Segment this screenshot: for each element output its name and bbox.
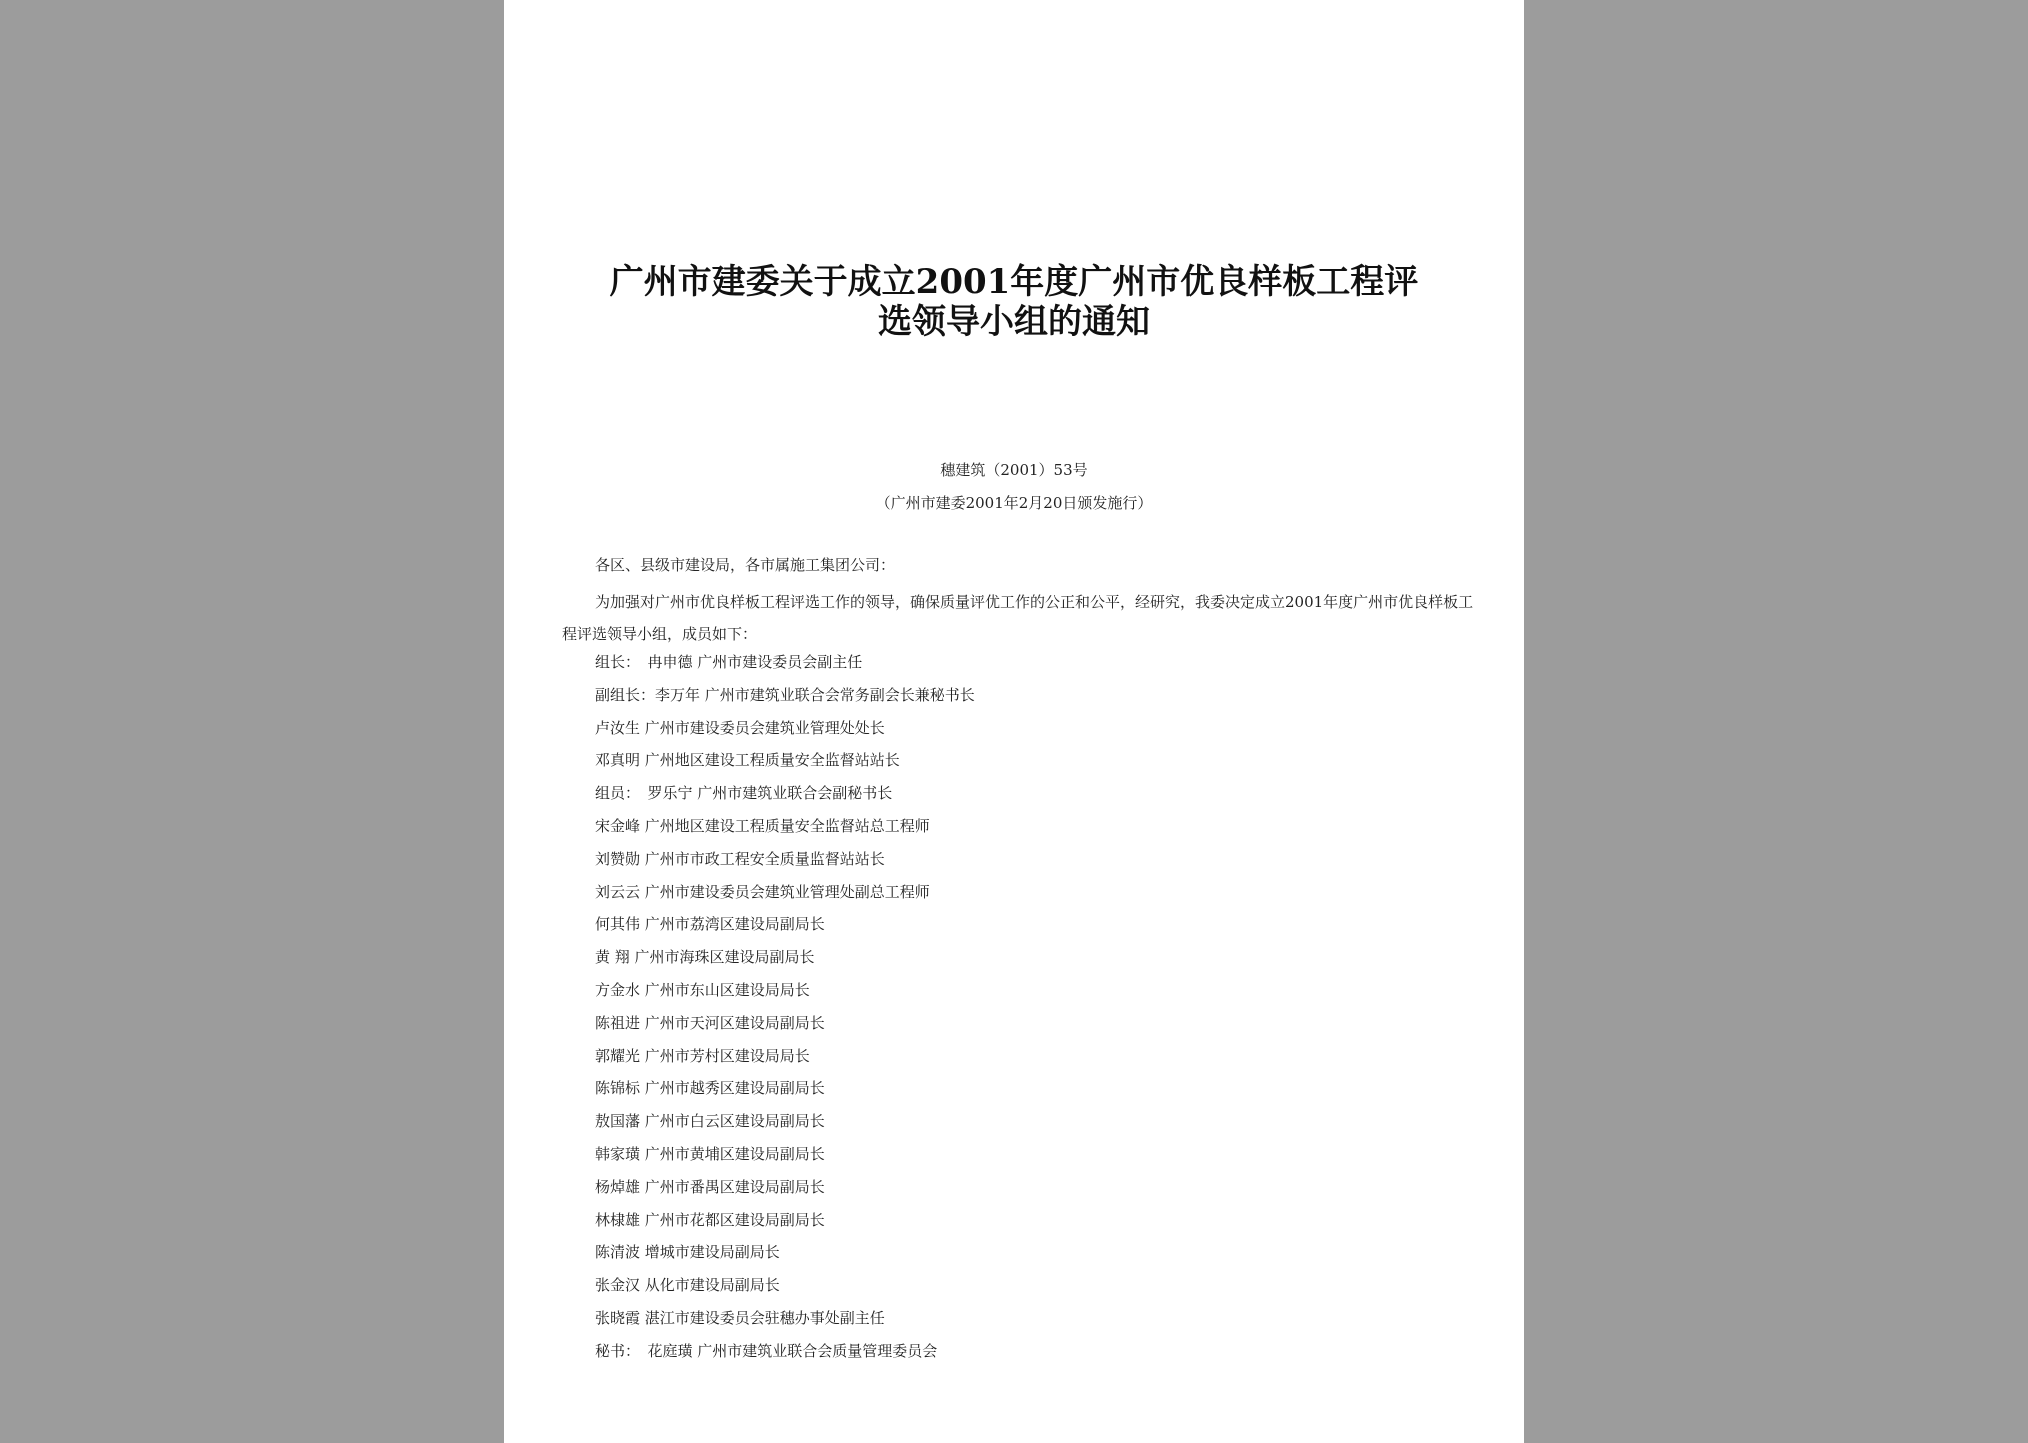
member-item: 刘云云 广州市建设委员会建筑业管理处副总工程师 (595, 882, 930, 901)
member-item: 卢汝生 广州市建设委员会建筑业管理处处长 (595, 718, 885, 737)
member-item: 副组长：李万年 广州市建筑业联合会常务副会长兼秘书长 (595, 685, 975, 704)
title-line-1: 广州市建委关于成立2001年度广州市优良样板工程评 (609, 262, 1419, 302)
member-item: 陈祖进 广州市天河区建设局副局长 (595, 1013, 825, 1032)
member-item: 张金汉 从化市建设局副局长 (595, 1276, 780, 1295)
member-item: 林棣雄 广州市花都区建设局副局长 (595, 1210, 825, 1229)
member-item: 刘赞勋 广州市市政工程安全质量监督站站长 (595, 849, 885, 868)
member-item: 陈锦标 广州市越秀区建设局副局长 (595, 1079, 825, 1098)
member-item: 杨焯雄 广州市番禺区建设局副局长 (595, 1177, 825, 1196)
member-item: 敖国藩 广州市白云区建设局副局长 (595, 1112, 825, 1131)
member-item: 组长： 冉申德 广州市建设委员会副主任 (595, 653, 863, 671)
document-number: 穗建筑（2001）53号 (940, 461, 1088, 479)
salutation: 各区、县级市建设局，各市属施工集团公司： (595, 556, 896, 574)
title-line-2: 选领导小组的通知 (878, 302, 1150, 342)
member-item: 方金水 广州市东山区建设局局长 (595, 980, 810, 999)
member-item: 邓真明 广州地区建设工程质量安全监督站站长 (595, 751, 900, 770)
member-item: 张晓霞 湛江市建设委员会驻穗办事处副主任 (595, 1308, 885, 1327)
member-item: 何其伟 广州市荔湾区建设局副局长 (595, 915, 825, 934)
member-item: 宋金峰 广州地区建设工程质量安全监督站总工程师 (595, 816, 930, 835)
member-item: 组员： 罗乐宁 广州市建筑业联合会副秘书长 (595, 784, 893, 803)
member-list (595, 651, 975, 1373)
member-item: 陈清波 增城市建设局副局长 (595, 1243, 780, 1262)
member-item: 郭耀光 广州市芳村区建设局局长 (595, 1046, 810, 1065)
issue-date-note: （广州市建委2001年2月20日颁发施行） (875, 494, 1153, 512)
body-paragraph: 为加强对广州市优良样板工程评选工作的领导，确保质量评优工作的公正和公平，经研究，我委决定成立2001年度广州市优良样板工程评选领导小组，成员如下： (562, 593, 1474, 643)
member-item: 黄 翔 广州市海珠区建设局副局长 (595, 948, 815, 967)
document-page (504, 0, 1524, 1443)
member-item: 秘书： 花庭璜 广州市建筑业联合会质量管理委员会 (595, 1341, 938, 1360)
member-item: 韩家璜 广州市黄埔区建设局副局长 (595, 1144, 825, 1163)
document-title (544, 262, 1484, 342)
